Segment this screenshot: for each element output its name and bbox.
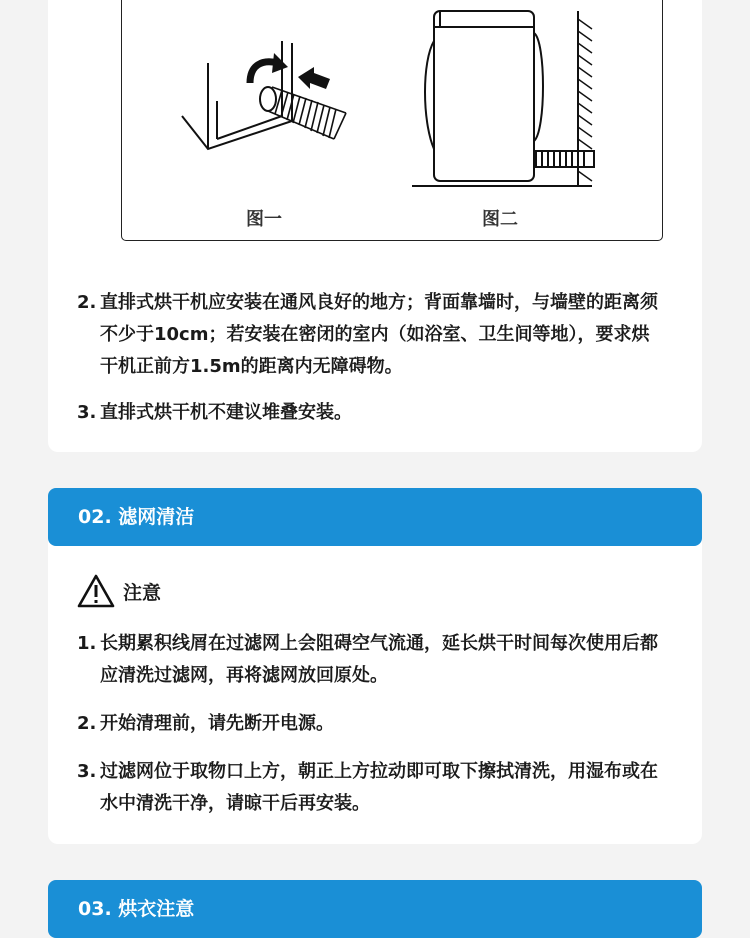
section-header-filter: 02. 滤网清洁: [48, 488, 702, 546]
notice: [77, 573, 161, 609]
item-text: 过滤网位于取物口上方，朝正上方拉动即可取下擦拭清洗，用湿布或在水中清洗干净，请晾干后再安装。: [100, 761, 658, 814]
warning-triangle-icon: [77, 573, 115, 609]
item-text: 开始清理前，请先断开电源。: [100, 713, 334, 734]
installation-card: [48, 0, 702, 452]
item-text: 直排式烘干机应安装在通风良好的地方；背面靠墙时，与墙壁的距离须不少于10cm；若安装在密闭的室内（如浴室、卫生间等地），要求烘干机正前方1.5m的距离内无障碍物。: [100, 292, 658, 377]
filter-item-2: [77, 708, 667, 740]
item-text: 直排式烘干机不建议堆叠安装。: [100, 402, 352, 423]
item-number: 2.: [77, 713, 97, 734]
install-item-3: [77, 397, 667, 429]
filter-item-3: [77, 756, 667, 820]
figure-1-label: 图一: [246, 209, 282, 230]
install-item-2: [77, 287, 667, 383]
installation-figure: [121, 0, 663, 241]
figure-2-label: 图二: [482, 209, 518, 230]
item-number: 2.: [77, 292, 97, 313]
filter-item-1: [77, 628, 667, 692]
item-number: 3.: [77, 402, 97, 423]
figure-2-drawing: [412, 11, 594, 186]
notice-label: 注意: [123, 581, 162, 604]
section-header-drying: 03. 烘衣注意: [48, 880, 702, 938]
installation-illustration: [122, 0, 662, 240]
push-arrow-icon: [298, 67, 330, 89]
figure-1-drawing: [182, 41, 346, 149]
item-text: 长期累积线屑在过滤网上会阻碍空气流通，延长烘干时间每次使用后都应清洗过滤网，再将滤网放回原处。: [100, 633, 658, 686]
item-number: 1.: [77, 633, 97, 654]
item-number: 3.: [77, 761, 97, 782]
